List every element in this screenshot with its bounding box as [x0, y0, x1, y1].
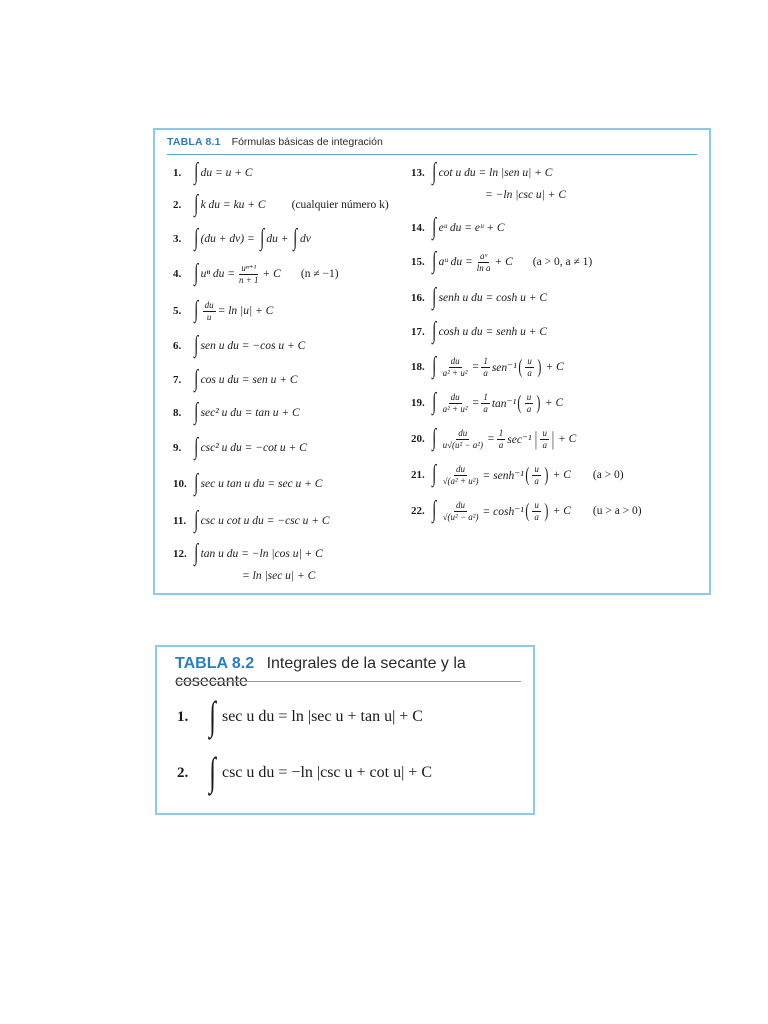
formula-number: 1. — [177, 708, 189, 725]
formula-13 — [411, 159, 553, 185]
formula-expression: + C — [557, 433, 577, 445]
formula-expression: du = u + C — [200, 167, 253, 179]
numerator: 1 — [483, 392, 488, 403]
fraction — [441, 500, 481, 522]
fraction — [475, 251, 493, 273]
formula-number: 8. — [173, 407, 182, 419]
denominator: ln a — [476, 262, 491, 273]
formula-10 — [173, 470, 323, 496]
formula-number: 5. — [173, 305, 182, 317]
denominator: u — [206, 311, 212, 322]
integral-sign: ∫ — [194, 399, 199, 425]
formula-expression: = — [486, 433, 495, 445]
fraction — [525, 392, 534, 414]
formula-expression: eᵘ du = eᵘ + C — [438, 222, 505, 234]
left-paren: ( — [525, 463, 530, 486]
formula-8 — [173, 399, 300, 425]
integral-sign: ∫ — [194, 191, 199, 217]
formula-secant — [177, 693, 423, 738]
denominator: a — [542, 439, 547, 450]
formula-number: 9. — [173, 442, 182, 454]
formula-expression: = — [471, 361, 480, 373]
formula-expression: cosh u du = senh u + C — [438, 326, 548, 338]
fraction — [237, 263, 261, 285]
formula-number: 18. — [411, 361, 425, 373]
formula-11 — [173, 507, 330, 533]
formula-expression: sen⁻¹ — [491, 362, 517, 374]
formula-number: 20. — [411, 433, 425, 445]
right-paren: ) — [544, 499, 549, 522]
formula-expression: cos u du = sen u + C — [200, 374, 298, 386]
numerator: u — [526, 392, 532, 403]
formula-expression: aᵘ du = — [438, 256, 473, 268]
formula-number: 13. — [411, 167, 425, 179]
right-abs-bar: | — [551, 427, 555, 450]
denominator: a — [534, 511, 539, 522]
formula-expression: k du = ku + C — [200, 199, 266, 211]
table-8-1 — [153, 128, 711, 595]
formula-9 — [173, 434, 307, 460]
formula-condition: (cualquier número k) — [291, 199, 389, 211]
formula-expression: = cosh⁻¹ — [482, 506, 524, 518]
formula-expression: cot u du = ln |sen u| + C — [438, 167, 553, 179]
formula-14 — [411, 214, 505, 240]
integral-sign: ∫ — [432, 497, 437, 523]
fraction — [525, 356, 534, 378]
integral-sign: ∫ — [194, 297, 199, 323]
formula-number: 6. — [173, 340, 182, 352]
integral-sign: ∫ — [194, 434, 199, 460]
formula-number: 1. — [173, 167, 182, 179]
formula-number: 12. — [173, 548, 187, 560]
formula-number: 2. — [173, 199, 182, 211]
numerator: du — [204, 300, 214, 311]
left-abs-bar: | — [535, 427, 538, 450]
numerator: du — [450, 356, 460, 367]
formula-expression: sec u du = ln |sec u + tan u| + C — [221, 708, 423, 725]
integral-sign: ∫ — [432, 159, 437, 185]
denominator: a — [527, 367, 532, 378]
table-8-1-title: Fórmulas básicas de integración — [231, 136, 383, 148]
formula-cosecant — [177, 749, 432, 794]
right-paren: ) — [544, 463, 549, 486]
formula-expression: tan⁻¹ — [491, 398, 517, 410]
formula-18 — [411, 353, 564, 379]
table-8-1-label: TABLA 8.1 — [167, 136, 221, 148]
left-paren: ( — [517, 391, 522, 414]
formula-number: 10. — [173, 478, 187, 490]
numerator: 1 — [483, 356, 488, 367]
left-paren: ( — [518, 355, 523, 378]
formula-expression: sec⁻¹ — [507, 434, 532, 446]
integral-sign: ∫ — [194, 366, 199, 392]
fraction — [481, 356, 490, 378]
numerator: u — [542, 428, 547, 439]
integral-sign: ∫ — [194, 225, 199, 251]
table-8-1-header — [167, 136, 383, 148]
integral-sign: ∫ — [432, 353, 437, 379]
formula-continuation: = −ln |csc u| + C — [485, 189, 567, 201]
numerator: du — [458, 428, 468, 439]
integral-sign: ∫ — [194, 540, 199, 566]
integral-sign: ∫ — [432, 425, 437, 451]
integral-sign: ∫ — [432, 318, 437, 344]
formula-expression: csc u du = −ln |csc u + cot u| + C — [221, 764, 432, 781]
formula-7 — [173, 366, 298, 392]
denominator: a — [534, 475, 539, 486]
integral-sign: ∫ — [194, 470, 199, 496]
formula-expression: du + — [266, 233, 289, 245]
formula-number: 19. — [411, 397, 425, 409]
integral-sign: ∫ — [432, 389, 437, 415]
denominator: a — [526, 403, 532, 414]
formula-number: 14. — [411, 222, 425, 234]
denominator: a² + u² — [442, 367, 468, 378]
formula-number: 21. — [411, 469, 425, 481]
denominator: √(a² + u²) — [442, 475, 479, 486]
formula-condition: (n ≠ −1) — [300, 268, 339, 280]
formula-12-continued — [242, 565, 315, 587]
integral-sign: ∫ — [209, 749, 216, 794]
integral-sign: ∫ — [209, 693, 216, 738]
formula-expression: sen u du = −cos u + C — [200, 340, 306, 352]
integral-sign: ∫ — [432, 284, 437, 310]
formula-continuation: = ln |sec u| + C — [242, 570, 316, 582]
formula-number: 3. — [173, 233, 182, 245]
denominator: a — [483, 403, 488, 414]
formula-expression: senh u du = cosh u + C — [438, 292, 548, 304]
integral-sign: ∫ — [259, 225, 265, 251]
formula-number: 16. — [411, 292, 425, 304]
formula-expression: = ln |u| + C — [217, 305, 274, 317]
numerator: du — [456, 464, 466, 475]
formula-16 — [411, 284, 548, 310]
formula-number: 11. — [173, 515, 187, 527]
fraction — [441, 356, 470, 378]
table-8-2 — [155, 645, 535, 815]
formula-15 — [411, 248, 593, 274]
formula-expression: = senh⁻¹ — [482, 470, 524, 482]
denominator: a — [483, 367, 488, 378]
denominator: u√(u² − a²) — [442, 439, 483, 450]
formula-21 — [411, 461, 624, 487]
denominator: a² + u² — [442, 403, 468, 414]
formula-expression: sec² u du = tan u + C — [200, 407, 300, 419]
integral-sign: ∫ — [293, 225, 298, 251]
fraction — [497, 428, 506, 450]
numerator: du — [450, 392, 460, 403]
integral-sign: ∫ — [194, 332, 199, 358]
right-paren: ) — [536, 391, 541, 414]
fraction — [532, 500, 541, 522]
formula-expression: sec u tan u du = sec u + C — [200, 478, 323, 490]
fraction — [481, 392, 490, 414]
formula-expression: csc² u du = −cot u + C — [200, 442, 307, 454]
formula-expression: tan u du = −ln |cos u| + C — [200, 548, 323, 560]
formula-number: 7. — [173, 374, 182, 386]
formula-1 — [173, 159, 253, 185]
formula-number: 2. — [177, 764, 189, 781]
formula-expression: + C — [552, 469, 571, 481]
formula-22 — [411, 497, 642, 523]
denominator: n + 1 — [238, 274, 259, 285]
formula-expression: + C — [552, 505, 571, 517]
formula-2 — [173, 191, 389, 217]
integral-sign: ∫ — [432, 461, 437, 487]
fraction — [532, 464, 541, 486]
formula-expression: = — [471, 397, 480, 409]
formula-expression: + C — [262, 268, 281, 280]
formula-number: 17. — [411, 326, 425, 338]
numerator: aᵘ — [480, 251, 488, 262]
table-8-2-header — [175, 655, 533, 691]
formula-expression: dv — [300, 233, 311, 245]
fraction — [441, 392, 470, 414]
denominator: √(u² − a²) — [442, 511, 479, 522]
table-8-1-rule — [167, 154, 697, 155]
numerator: uⁿ⁺¹ — [241, 263, 257, 274]
formula-3 — [173, 225, 311, 251]
formula-6 — [173, 332, 306, 358]
formula-expression: + C — [545, 361, 564, 373]
integral-sign: ∫ — [432, 248, 437, 274]
left-paren: ( — [525, 499, 530, 522]
formula-expression: + C — [494, 256, 513, 268]
fraction — [441, 464, 481, 486]
formula-number: 15. — [411, 256, 425, 268]
formula-expression: + C — [544, 397, 564, 409]
table-8-2-title: Integrales de la secante y la cosecante — [175, 655, 466, 690]
integral-sign: ∫ — [194, 507, 199, 533]
formula-expression: uⁿ du = — [200, 268, 235, 280]
right-paren: ) — [537, 355, 542, 378]
formula-number: 22. — [411, 505, 425, 517]
numerator: du — [456, 500, 466, 511]
formula-13-continued — [485, 184, 566, 206]
integral-sign: ∫ — [194, 159, 199, 185]
table-8-2-label: TABLA 8.2 — [175, 655, 255, 672]
formula-20 — [411, 425, 577, 451]
formula-17 — [411, 318, 548, 344]
formula-19 — [411, 389, 564, 415]
denominator: a — [498, 439, 504, 450]
numerator: u — [534, 500, 539, 511]
integral-sign: ∫ — [194, 260, 199, 286]
formula-expression: csc u cot u du = −csc u + C — [200, 515, 330, 527]
table-8-2-rule — [175, 681, 521, 682]
formula-expression: (du + dv) = — [200, 233, 255, 245]
numerator: 1 — [498, 428, 504, 439]
integral-sign: ∫ — [432, 214, 437, 240]
formula-condition: (a > 0) — [592, 469, 624, 481]
fraction — [441, 428, 485, 450]
formula-5 — [173, 297, 274, 323]
formula-condition: (u > a > 0) — [592, 505, 642, 517]
numerator: u — [534, 464, 539, 475]
formula-4 — [173, 260, 339, 286]
fraction — [540, 428, 549, 450]
formula-condition: (a > 0, a ≠ 1) — [532, 256, 593, 268]
formula-12 — [173, 540, 323, 566]
numerator: u — [527, 356, 532, 367]
formula-number: 4. — [173, 268, 182, 280]
fraction — [203, 300, 216, 322]
